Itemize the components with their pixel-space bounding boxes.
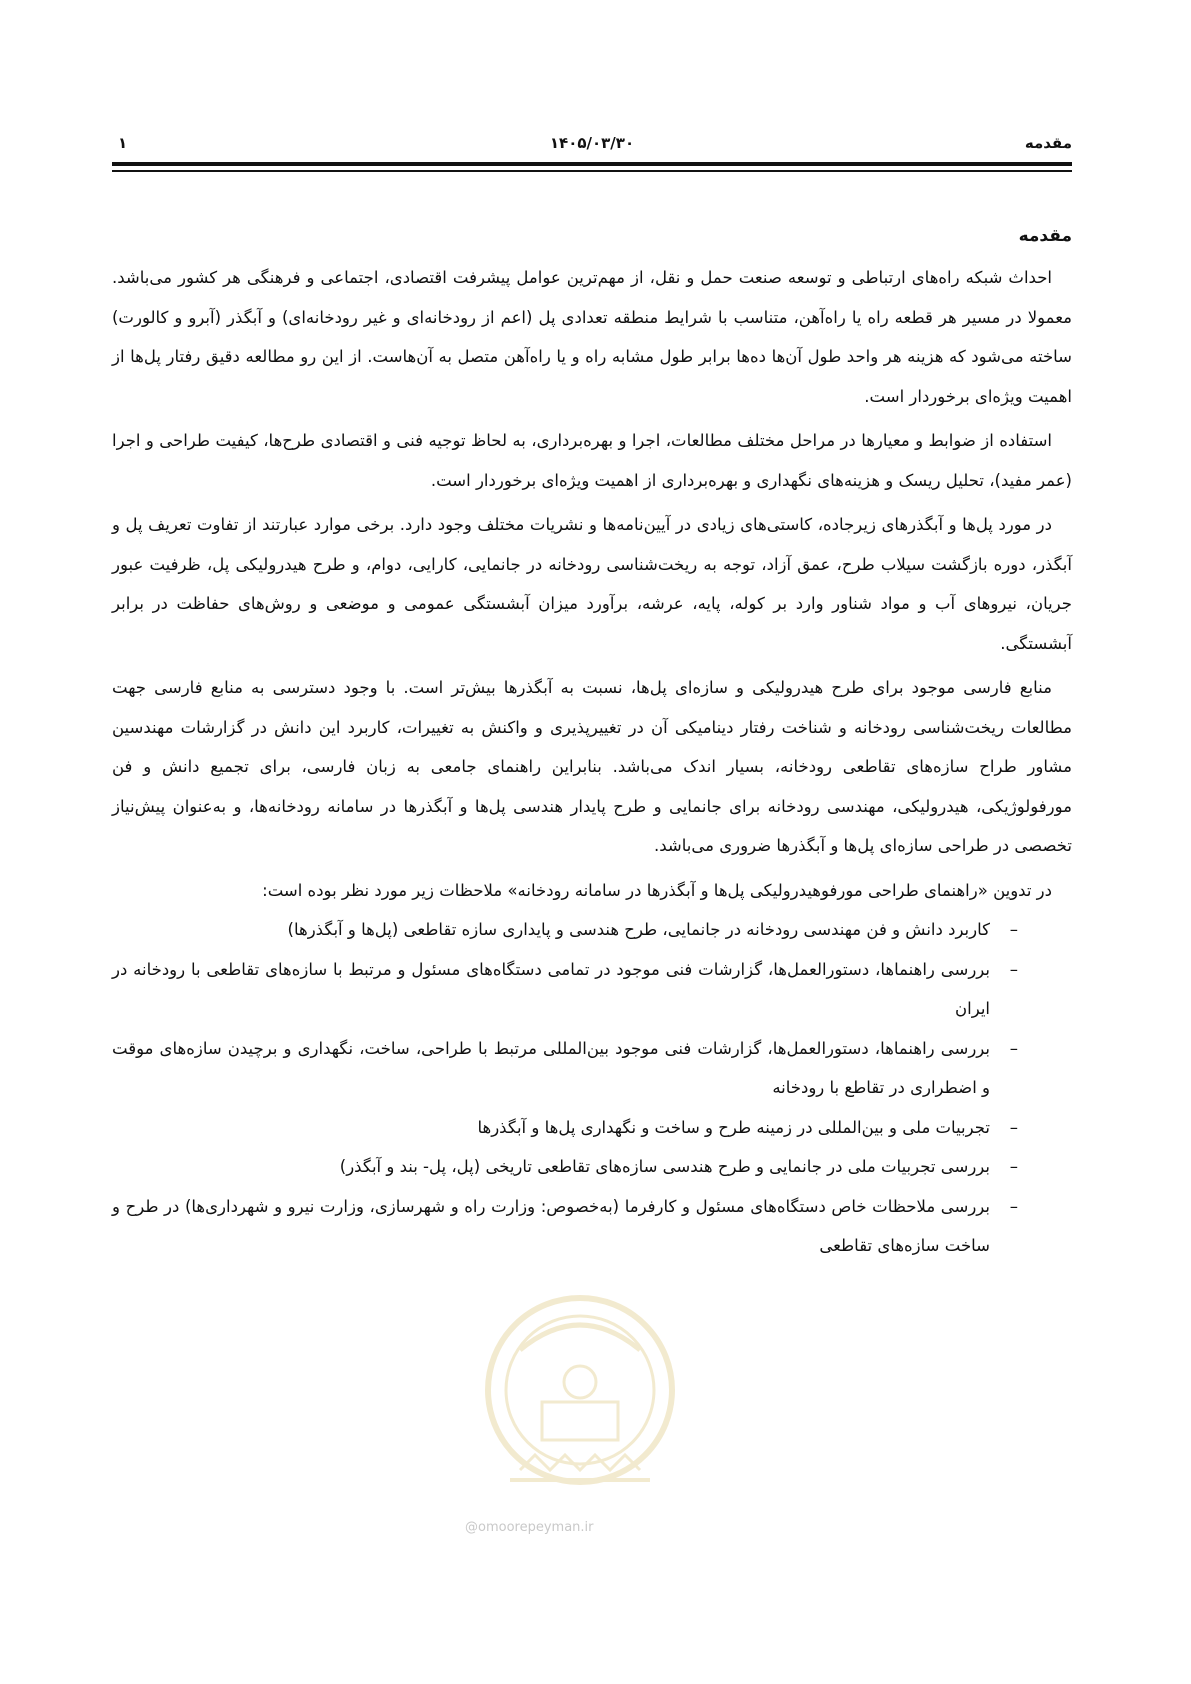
list-item-text: کاربرد دانش و فن مهندسی رودخانه در جانمایی، طرح هندسی و پایداری سازه تقاطعی (پل‌ها و آبگذرها): [287, 920, 990, 939]
considerations-list: [112, 910, 1072, 1266]
header-chapter-title: مقدمه: [1024, 134, 1072, 152]
bullet-dash: –: [1009, 1038, 1018, 1058]
paragraph-4: منابع فارسی موجود برای طرح هیدرولیکی و سازه‌ای پل‌ها، نسبت به آبگذرها بیش‌تر است. با وجود دسترسی به منابع فارسی جهت مطالعات ریخت‌شناسی رودخانه و شناخت رفتار دینامیکی آن در تغییرپذیری و واکنش به تغییرات، کاربرد این دانش در گزارشات مهندسین مشاور طراح سازه‌های تقاطعی رودخانه، بسیار اندک می‌باشد. بنابراین راهنمای جامعی به زبان فارسی، برای تجمیع دانش و فن مورفولوژیکی، هیدرولیکی، مهندسی رودخانه برای جانمایی و طرح پایدار هندسی پل‌ها و آبگذرها در سامانه رودخانه‌ها، و به‌عنوان پیش‌نیاز تخصصی در طراحی سازه‌ای پل‌ها و آبگذرها ضروری می‌باشد.: [112, 678, 1072, 855]
page-header: [112, 126, 1072, 166]
list-item-text: بررسی تجربیات ملی در جانمایی و طرح هندسی سازه‌های تقاطعی تاریخی (پل، پل- بند و آبگذر): [339, 1157, 990, 1176]
bullet-dash: –: [1009, 959, 1018, 979]
watermark-seal-logo: [480, 1290, 680, 1500]
paragraph-2: استفاده از ضوابط و معیارها در مراحل مختلف مطالعات، اجرا و بهره‌برداری، به لحاظ توجیه فنی و اقتصادی طرح‌ها، کیفیت طراحی و اجرا (عمر مفید)، تحلیل ریسک و هزینه‌های نگهداری و بهره‌برداری از اهمیت ویژه‌ای برخوردار است.: [112, 431, 1072, 490]
page-number: ۱: [118, 134, 128, 152]
section-title: مقدمه: [1018, 226, 1072, 246]
list-item: [112, 910, 1018, 950]
watermark-url: @omoorepeyman.ir: [465, 1520, 594, 1535]
list-item: [112, 1147, 1018, 1187]
page-body: [112, 220, 1072, 1266]
list-item-text: تجربیات ملی و بین‌المللی در زمینه طرح و ساخت و نگهداری پل‌ها و آبگذرها: [477, 1117, 990, 1137]
bullet-dash: –: [1009, 1157, 1018, 1176]
bullet-dash: –: [1009, 1117, 1018, 1137]
list-item: [112, 1187, 1018, 1266]
bullet-dash: –: [1009, 1196, 1018, 1216]
paragraph-3: در مورد پل‌ها و آبگذرهای زیرجاده، کاستی‌های زیادی در آیین‌نامه‌ها و نشریات مختلف وجود دارد. برخی موارد عبارتند از تفاوت تعریف پل و آبگذر، دوره بازگشت سیلاب طرح، عمق آزاد، توجه به ریخت‌شناسی رودخانه در جانمایی، کارایی، دوام، و طرح هیدرولیکی پل، ظرفیت عبور جریان، نیروهای آب و مواد شناور وارد بر کوله، پایه، عرشه، برآورد میزان آبشستگی عمومی و موضعی و روش‌های حفاظت در برابر آبشستگی.: [112, 515, 1072, 653]
header-rule-thin: [112, 170, 1072, 172]
list-item-text: بررسی ملاحظات خاص دستگاه‌های مسئول و کارفرما (به‌خصوص: وزارت راه و شهرسازی، وزارت نیرو و شهرداری‌ها) در طرح و ساخت سازه‌های تقاطعی: [112, 1196, 990, 1255]
list-item: [112, 1108, 1018, 1148]
list-item-text: بررسی راهنماها، دستورالعمل‌ها، گزارشات فنی موجود بین‌المللی مرتبط با طراحی، ساخت، نگهداری و برچیدن سازه‌های موقت و اضطراری در تقاطع با رودخانه: [112, 1038, 990, 1097]
list-item-text: بررسی راهنماها، دستورالعمل‌ها، گزارشات فنی موجود در تمامی دستگاه‌های مسئول و مرتبط با سازه‌های تقاطعی با رودخانه در ایران: [112, 959, 990, 1018]
list-item: [112, 950, 1018, 1029]
list-item: [112, 1029, 1018, 1108]
header-date: ۱۴۰۵/۰۳/۳۰: [549, 134, 635, 152]
paragraph-1: احداث شبکه راه‌های ارتباطی و توسعه صنعت حمل و نقل، از مهم‌ترین عوامل پیشرفت اقتصادی، اجتماعی و فرهنگی هر کشور می‌باشد. معمولا در مسیر هر قطعه راه یا راه‌آهن، متناسب با شرایط منطقه تعدادی پل (اعم از رودخانه‌ای و غیر رودخانه‌ای) و آبگذر (آبرو و کالورت) ساخته می‌شود که هزینه هر واحد طول آن‌ها ده‌ها برابر طول مشابه راه و یا راه‌آهن متصل به آن‌هاست. از این رو مطالعه دقیق رفتار پل‌ها از اهمیت ویژه‌ای برخوردار است.: [112, 268, 1072, 406]
bullet-dash: –: [1009, 920, 1018, 939]
header-rule-thick: [112, 162, 1072, 166]
list-intro: در تدوین «راهنمای طراحی مورفوهیدرولیکی پل‌ها و آبگذرها در سامانه رودخانه» ملاحظات زیر مورد نظر بوده است:: [262, 880, 1052, 900]
